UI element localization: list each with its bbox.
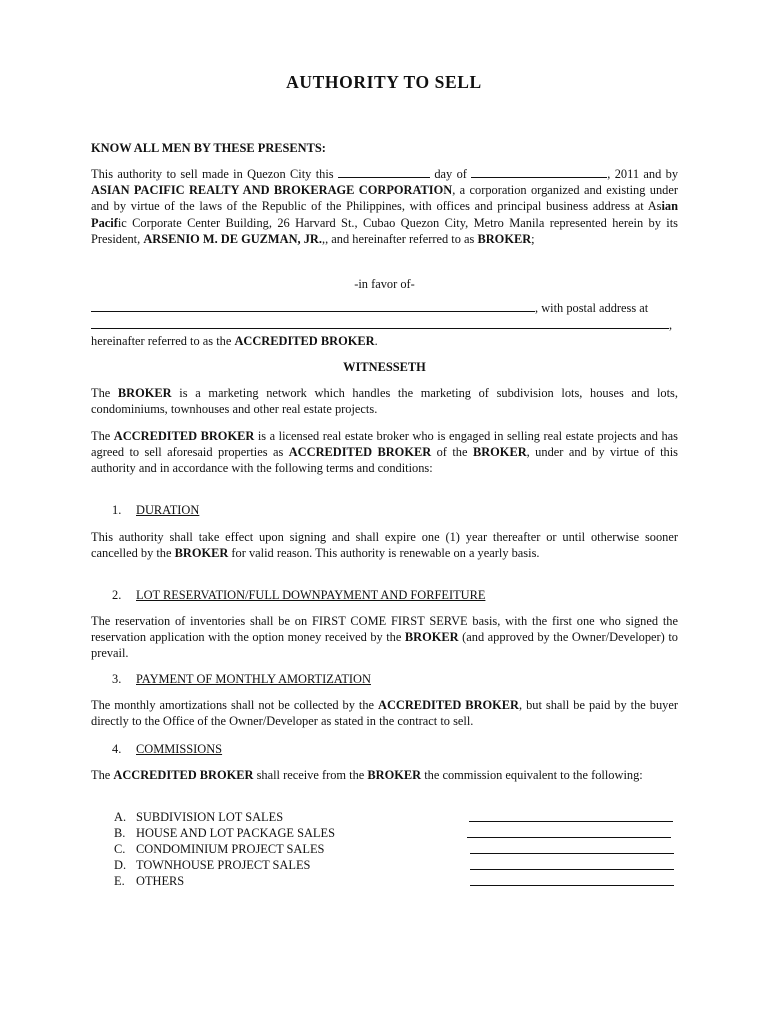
text: The: [91, 386, 111, 400]
text: This authority shall take effect upon signing and shall expire one (1) year thereafter or until otherwise sooner cancelled by the: [91, 530, 678, 561]
in-favor-of: -in favor of-: [354, 277, 415, 291]
item-letter: E.: [114, 874, 125, 888]
blank-commission-line: [469, 821, 673, 822]
section-title: PAYMENT OF MONTHLY AMORTIZATION: [136, 672, 371, 686]
broker-paragraph: [91, 385, 678, 417]
text: for valid reason. This authority is renewable on a yearly basis.: [231, 546, 540, 561]
section-number: 2.: [112, 588, 122, 602]
item-label: CONDOMINIUM PROJECT SALES: [136, 842, 325, 856]
blank-grantee-address: [91, 318, 669, 329]
broker-term: BROKER: [404, 630, 459, 645]
commission-item: [114, 841, 674, 857]
blank-grantee-name: [91, 301, 535, 312]
broker-term: BROKER: [117, 386, 172, 400]
blank-commission-line: [470, 853, 674, 854]
section-3-heading: [112, 671, 371, 687]
section-number: 4.: [112, 742, 122, 756]
text: , under and by virtue of this authority and in accordance with the following terms and conditions:: [91, 445, 678, 476]
blank-month: [471, 167, 607, 178]
commission-item: [114, 857, 674, 873]
company-name: ASIAN PACIFIC REALTY AND BROKERAGE CORPORATION: [91, 183, 453, 198]
intro-paragraph: This authority to sell made in Quezon City this day of , 2011 and by ASIAN PACIFIC REALTY AND BROKERAGE CORPORATION, a corporation organized and existing under and by virtue of the laws of the Republic of the Philippines, with offices and principal business address at Asian Pacific Corporate Center Building, 26 Harvard St., Cubao Quezon City, Metro Manila represented herein by its President, ARSENIO M. DE GUZMAN, JR.,, and hereinafter referred to as BROKER;: [91, 167, 679, 246]
text: of the: [436, 445, 468, 460]
accredited-broker-term: ACCREDITED BROKER: [378, 698, 520, 712]
text: The: [91, 768, 111, 782]
commission-item: [114, 809, 674, 825]
broker-term: BROKER: [174, 546, 229, 561]
accredited-broker-term: ACCREDITED BROKER: [234, 334, 375, 348]
text: The reservation of inventories shall be on FIRST COME FIRST SERVE basis, with the first one who signed the reservation application with the option money received by the: [91, 614, 678, 645]
section-4-heading: [112, 741, 222, 757]
item-letter: A.: [114, 810, 127, 824]
text: The: [91, 429, 111, 443]
section-1-heading: [112, 502, 199, 518]
intro-text-3: 2011 and by: [614, 167, 679, 181]
witnesseth-heading: WITNESSETH: [343, 360, 426, 374]
item-label: HOUSE AND LOT PACKAGE SALES: [136, 826, 335, 840]
item-label: SUBDIVISION LOT SALES: [136, 810, 284, 824]
item-label: OTHERS: [136, 874, 185, 888]
know-all-heading: KNOW ALL MEN BY THESE PRESENTS:: [91, 141, 326, 155]
president-name: ARSENIO M. DE GUZMAN, JR.: [143, 231, 322, 246]
commission-item: [114, 825, 674, 841]
intro-text-6: ,, and hereinafter referred to as: [321, 231, 475, 246]
text: the commission equivalent to the following:: [424, 768, 643, 782]
blank-commission-line: [467, 837, 671, 838]
section-title: COMMISSIONS: [136, 742, 223, 756]
broker-term: BROKER: [477, 231, 532, 246]
ian-pacific-text: ian Pacif: [91, 199, 678, 230]
amortization-paragraph: [91, 697, 678, 729]
section-title: LOT RESERVATION/FULL DOWNPAYMENT AND FORFEITURE: [136, 588, 486, 602]
item-letter: B.: [114, 826, 126, 840]
section-2-heading: [112, 587, 485, 603]
item-label: TOWNHOUSE PROJECT SALES: [136, 858, 311, 872]
postal-address-label: , with postal address at: [535, 301, 649, 315]
accredited-broker-term: ACCREDITED BROKER: [113, 768, 254, 782]
blank-commission-line: [470, 885, 674, 886]
text: (and approved by the Owner/Developer) to prevail.: [91, 630, 678, 661]
commissions-paragraph: [91, 767, 678, 783]
section-number: 3.: [112, 672, 122, 686]
accredited-paragraph: [91, 428, 678, 477]
intro-text-5: ic Corporate Center Building, 26 Harvard St., Cubao Quezon City, Metro Manila represented herein by its President,: [91, 215, 678, 246]
intro-text-4: , a corporation organized and existing under and by virtue of the laws of the Republic of the Philippines, with offices and principal business address at As: [91, 183, 678, 214]
commission-item: [114, 873, 674, 889]
grantee-name-line: [91, 300, 678, 316]
blank-commission-line: [470, 869, 674, 870]
accredited-broker-term: ACCREDITED BROKER: [288, 445, 432, 460]
referred-text: hereinafter referred to as the: [91, 334, 232, 348]
text: is a licensed real estate broker who is engaged in selling real estate projects and has agreed to sell aforesaid properties as: [91, 429, 678, 460]
section-title: DURATION: [136, 503, 200, 517]
duration-paragraph: [91, 529, 678, 561]
reservation-paragraph: [91, 613, 678, 662]
referred-line: hereinafter referred to as the ACCREDITED BROKER.: [91, 334, 378, 348]
item-letter: C.: [114, 842, 126, 856]
document-title: AUTHORITY TO SELL: [286, 72, 482, 92]
blank-day: [338, 167, 430, 178]
text: The monthly amortizations shall not be collected by the: [91, 698, 375, 712]
text: is a marketing network which handles the marketing of subdivision lots, houses and lots, condominiums, townhouses and other real estate projects.: [91, 386, 678, 417]
section-number: 1.: [112, 503, 122, 517]
intro-text-1: This authority to sell made in Quezon City this: [91, 167, 334, 181]
intro-text-7: ;: [531, 231, 535, 246]
text: shall receive from the: [256, 768, 365, 782]
intro-text-2: day of: [434, 167, 467, 181]
broker-term: BROKER: [367, 768, 422, 782]
broker-term: BROKER: [472, 445, 527, 460]
text: , but shall be paid by the buyer directly to the Office of the Owner/Developer as stated in the contract to sell.: [91, 698, 678, 729]
accredited-broker-term: ACCREDITED BROKER: [113, 429, 255, 443]
item-letter: D.: [114, 858, 127, 872]
grantee-address-line: ,: [91, 317, 678, 333]
